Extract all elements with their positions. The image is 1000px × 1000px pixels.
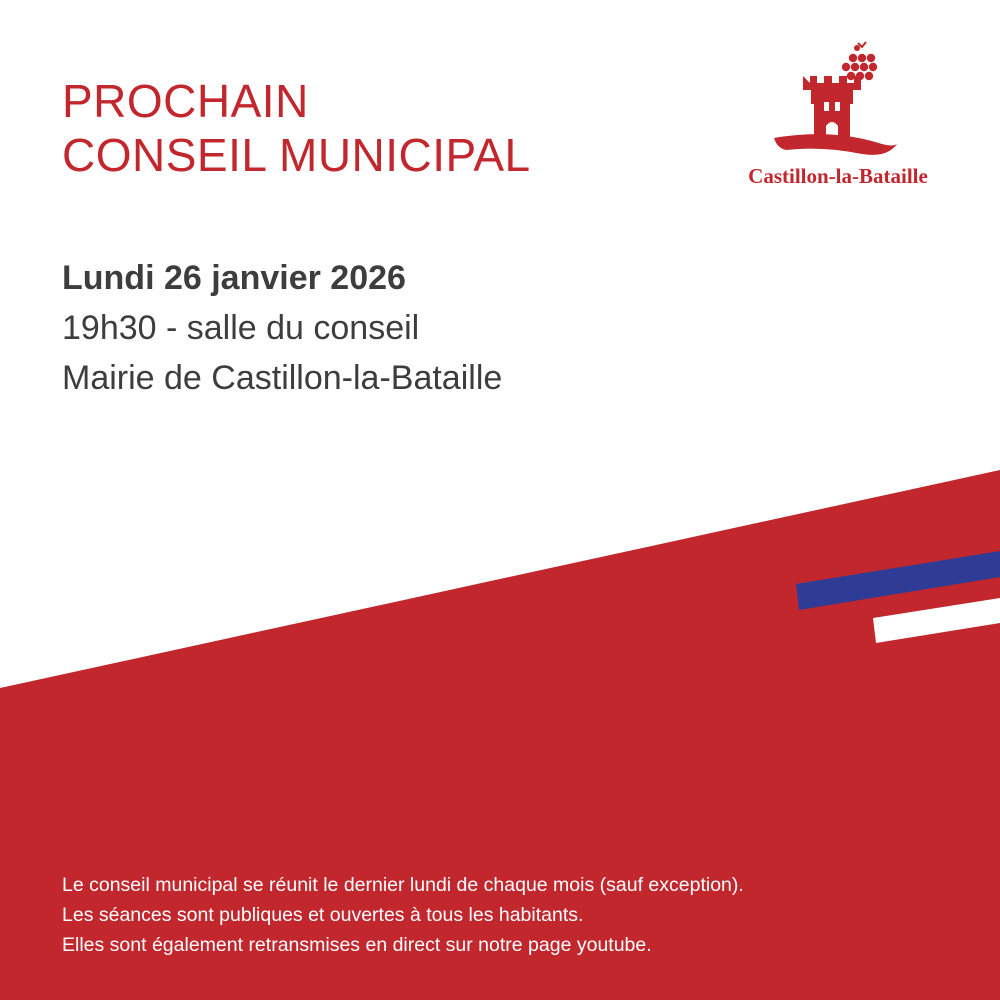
meeting-details <box>62 253 502 403</box>
title-line-1: PROCHAIN <box>62 75 309 127</box>
title-line-2: CONSEIL MUNICIPAL <box>62 129 531 181</box>
town-logo <box>722 40 954 200</box>
meeting-time-place: 19h30 - salle du conseil <box>62 309 420 347</box>
footer-info <box>62 870 744 960</box>
footer-line-1: Le conseil municipal se réunit le dernier lundi de chaque mois (sauf exception). <box>62 874 744 896</box>
meeting-venue: Mairie de Castillon-la-Bataille <box>62 359 503 397</box>
page-title <box>62 74 531 182</box>
meeting-date: Lundi 26 janvier 2026 <box>62 259 406 297</box>
logo-town-name: Castillon-la-Bataille <box>748 164 928 188</box>
footer-line-3: Elles sont également retransmises en direct sur notre page youtube. <box>62 934 652 956</box>
footer-line-2: Les séances sont publiques et ouvertes à tous les habitants. <box>62 904 584 926</box>
castle-tower-grapes-icon <box>722 40 954 165</box>
